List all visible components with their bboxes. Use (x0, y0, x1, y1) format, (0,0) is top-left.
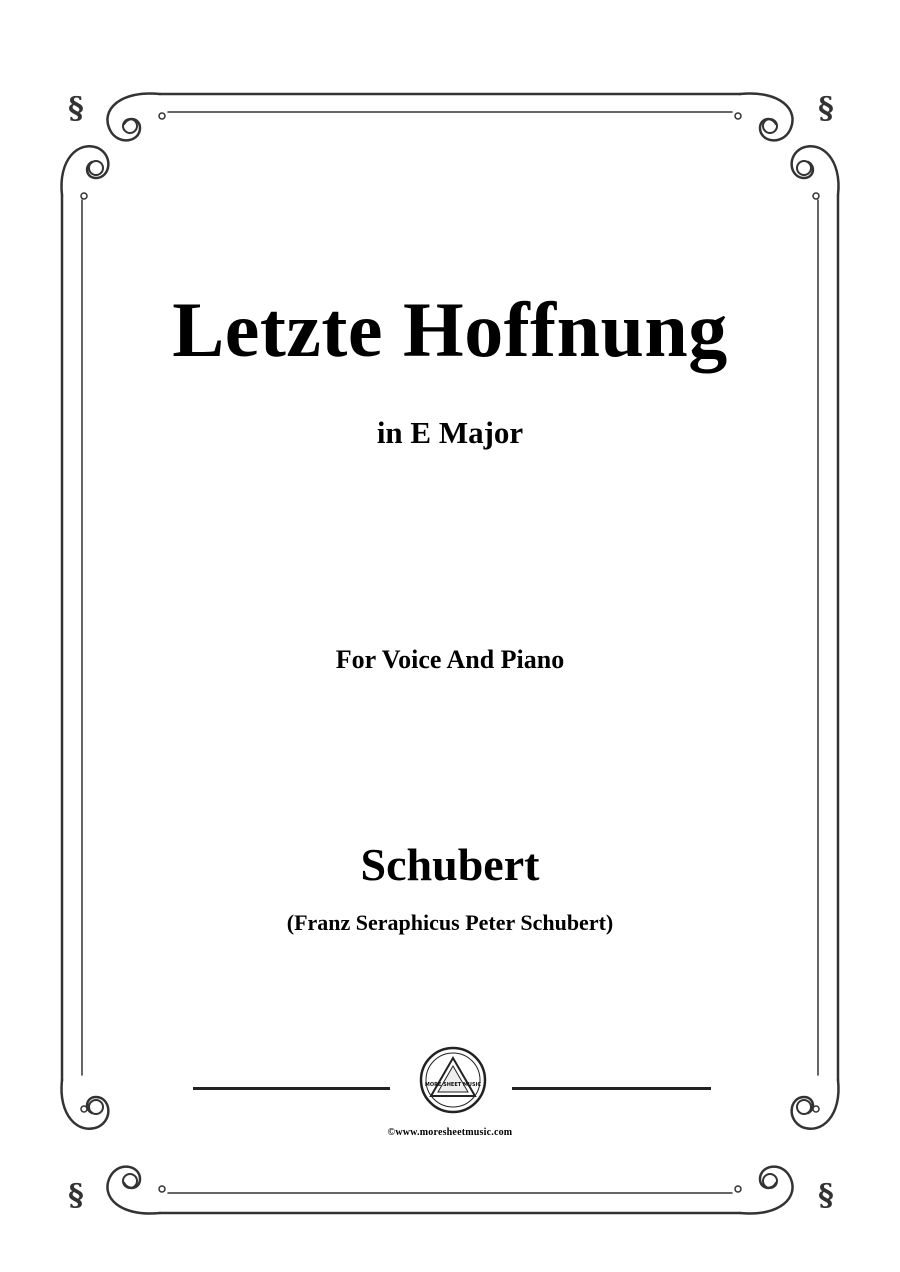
composer-name: Schubert (360, 839, 540, 890)
page-title: Letzte Hoffnung (172, 286, 728, 373)
copyright-text: ©www.moresheetmusic.com (387, 1127, 513, 1138)
corner-ornament-br: § (818, 1178, 834, 1213)
key-signature-label: in E Major (376, 415, 524, 450)
footer-rule-right (512, 1087, 711, 1090)
footer-rule-left (193, 1087, 390, 1090)
instrumentation-label: For Voice And Piano (335, 645, 565, 674)
corner-ornament-tr: § (818, 91, 834, 126)
composer-full-name: (Franz Seraphicus Peter Schubert) (286, 910, 614, 935)
corner-ornament-tl: § (68, 91, 84, 126)
svg-text:MORE SHEET MUSIC: MORE SHEET MUSIC (424, 1082, 482, 1088)
publisher-logo-icon (419, 1046, 487, 1114)
corner-ornament-bl: § (68, 1178, 84, 1213)
